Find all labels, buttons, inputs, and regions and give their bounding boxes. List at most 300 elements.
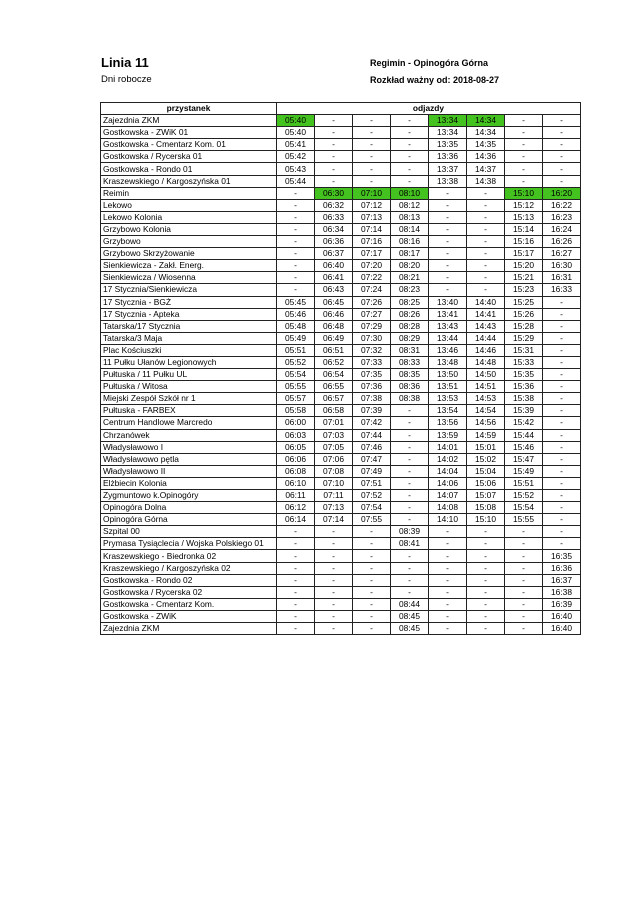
departure-time: 14:35 [467, 139, 505, 151]
departure-time: 16:22 [543, 199, 581, 211]
departure-time: - [315, 151, 353, 163]
departure-time: - [543, 405, 581, 417]
departure-time: 07:10 [315, 477, 353, 489]
departure-time: 05:40 [277, 127, 315, 139]
departure-time: 15:02 [467, 453, 505, 465]
table-row [101, 369, 581, 381]
day-type: Dni robocze [101, 74, 152, 85]
table-row [101, 236, 581, 248]
departure-time: 05:43 [277, 163, 315, 175]
departure-time: - [543, 502, 581, 514]
departure-time: 08:12 [391, 199, 429, 211]
departure-time: 06:43 [315, 284, 353, 296]
departure-time: - [467, 211, 505, 223]
route-name: Regimin - Opinogóra Górna [370, 58, 489, 68]
departure-time: - [543, 369, 581, 381]
departure-time: 15:33 [505, 356, 543, 368]
departure-time: 07:26 [353, 296, 391, 308]
departure-time: 15:44 [505, 429, 543, 441]
departure-time: - [277, 623, 315, 635]
departure-time: 05:45 [277, 296, 315, 308]
departure-time: - [391, 514, 429, 526]
departure-time: - [353, 175, 391, 187]
departure-time: - [429, 272, 467, 284]
departure-time: - [353, 574, 391, 586]
departure-time: - [391, 465, 429, 477]
departure-time: - [353, 115, 391, 127]
departure-time: 16:31 [543, 272, 581, 284]
departure-time: - [277, 550, 315, 562]
departure-time: - [315, 139, 353, 151]
departure-time: 14:08 [429, 502, 467, 514]
departure-time: - [277, 574, 315, 586]
departure-time: - [467, 623, 505, 635]
departure-time: 15:28 [505, 320, 543, 332]
table-row [101, 344, 581, 356]
table-row [101, 332, 581, 344]
departure-time: 14:43 [467, 320, 505, 332]
stop-name: 17 Stycznia - BGŻ [101, 296, 277, 308]
departure-time: - [429, 199, 467, 211]
departure-time: 07:11 [315, 490, 353, 502]
table-row [101, 260, 581, 272]
departure-time: - [429, 248, 467, 260]
stop-name: Prymasa Tysiąclecia / Wojska Polskiego 01 [101, 538, 277, 550]
departure-time: 15:23 [505, 284, 543, 296]
departure-time: 07:24 [353, 284, 391, 296]
departure-time: - [467, 538, 505, 550]
departure-time: 14:40 [467, 296, 505, 308]
departure-time: 06:55 [315, 381, 353, 393]
timetable [100, 102, 581, 635]
departure-time: - [467, 272, 505, 284]
departure-time: - [505, 139, 543, 151]
stop-name: Centrum Handlowe Marcredo [101, 417, 277, 429]
departure-time: 13:48 [429, 356, 467, 368]
stop-name: Kraszewskiego / Kargoszyńska 02 [101, 562, 277, 574]
departure-time: 08:28 [391, 320, 429, 332]
departure-time: - [543, 453, 581, 465]
departure-time: 07:06 [315, 453, 353, 465]
departure-time: - [391, 151, 429, 163]
departure-time: 08:14 [391, 223, 429, 235]
departure-time: 05:58 [277, 405, 315, 417]
departure-time: - [429, 284, 467, 296]
departure-time: - [391, 405, 429, 417]
departure-time: 15:14 [505, 223, 543, 235]
departure-time: 15:36 [505, 381, 543, 393]
departure-time: 16:39 [543, 598, 581, 610]
departure-time: - [543, 429, 581, 441]
departure-time: 08:38 [391, 393, 429, 405]
departure-time: 07:54 [353, 502, 391, 514]
departure-time: - [353, 623, 391, 635]
stop-name: Plac Kościuszki [101, 344, 277, 356]
departure-time: 08:26 [391, 308, 429, 320]
departure-time: - [429, 187, 467, 199]
departure-time: 13:59 [429, 429, 467, 441]
departure-time: 07:38 [353, 393, 391, 405]
departure-time: 08:45 [391, 623, 429, 635]
departure-time: 16:24 [543, 223, 581, 235]
departure-time: - [505, 610, 543, 622]
departure-time: - [353, 538, 391, 550]
departure-time: - [543, 151, 581, 163]
departure-time: - [315, 598, 353, 610]
table-row [101, 514, 581, 526]
table-row [101, 175, 581, 187]
stop-name: Zajezdnia ZKM [101, 623, 277, 635]
departure-time: 13:43 [429, 320, 467, 332]
stop-name: Władysławowo I [101, 441, 277, 453]
departure-time: - [467, 187, 505, 199]
departure-time: - [353, 163, 391, 175]
departure-time: 14:34 [467, 127, 505, 139]
departure-time: - [543, 332, 581, 344]
departure-time: 14:54 [467, 405, 505, 417]
departure-time: - [315, 526, 353, 538]
departure-time: 08:44 [391, 598, 429, 610]
timetable-header [101, 103, 581, 115]
departure-time: - [543, 356, 581, 368]
departure-time: 05:48 [277, 320, 315, 332]
departure-time: - [315, 175, 353, 187]
departure-time: - [315, 163, 353, 175]
stop-name: Sienkiewicza / Wiosenna [101, 272, 277, 284]
departure-time: 08:45 [391, 610, 429, 622]
departure-time: 05:40 [277, 115, 315, 127]
stop-name: Grzybowo [101, 236, 277, 248]
departure-time: - [353, 586, 391, 598]
table-row [101, 490, 581, 502]
departure-time: - [429, 538, 467, 550]
departure-time: - [315, 127, 353, 139]
departure-time: 06:48 [315, 320, 353, 332]
table-row [101, 187, 581, 199]
departure-time: 14:53 [467, 393, 505, 405]
departure-time: 07:17 [353, 248, 391, 260]
departure-time: - [277, 586, 315, 598]
departure-time: - [353, 598, 391, 610]
departure-time: - [505, 550, 543, 562]
departure-time: - [353, 550, 391, 562]
departure-time: - [543, 490, 581, 502]
departure-time: - [543, 381, 581, 393]
departure-time: 13:41 [429, 308, 467, 320]
departure-time: - [543, 320, 581, 332]
departure-time: 06:34 [315, 223, 353, 235]
stop-name: Kraszewskiego - Biedronka 02 [101, 550, 277, 562]
table-row [101, 453, 581, 465]
table-row [101, 393, 581, 405]
departure-time: 08:33 [391, 356, 429, 368]
departure-time: 06:05 [277, 441, 315, 453]
departure-time: 15:25 [505, 296, 543, 308]
departure-time: - [353, 526, 391, 538]
departure-time: - [315, 610, 353, 622]
table-row [101, 151, 581, 163]
table-row [101, 320, 581, 332]
table-row [101, 526, 581, 538]
departure-time: - [505, 151, 543, 163]
departure-time: 15:08 [467, 502, 505, 514]
departure-time: - [391, 163, 429, 175]
departure-time: 07:30 [353, 332, 391, 344]
departure-time: 07:49 [353, 465, 391, 477]
departure-time: 08:39 [391, 526, 429, 538]
departure-time: - [429, 260, 467, 272]
departure-time: 06:46 [315, 308, 353, 320]
departure-time: 13:51 [429, 381, 467, 393]
departure-time: 08:29 [391, 332, 429, 344]
stop-name: Gostkowska - Cmentarz Kom. 01 [101, 139, 277, 151]
departure-time: 06:37 [315, 248, 353, 260]
departure-time: - [467, 248, 505, 260]
departure-time: - [467, 598, 505, 610]
stop-name: Tatarska/3 Maja [101, 332, 277, 344]
stop-name: Chrzanówek [101, 429, 277, 441]
departure-time: 14:37 [467, 163, 505, 175]
departure-time: 08:25 [391, 296, 429, 308]
departure-time: 07:35 [353, 369, 391, 381]
stop-name: Gostkowska / Rycerska 01 [101, 151, 277, 163]
departure-time: - [429, 623, 467, 635]
departure-time: 07:14 [353, 223, 391, 235]
departure-time: - [353, 610, 391, 622]
table-row [101, 405, 581, 417]
table-row [101, 381, 581, 393]
departure-time: 07:33 [353, 356, 391, 368]
departure-time: 08:10 [391, 187, 429, 199]
departure-time: - [429, 586, 467, 598]
departure-time: 06:49 [315, 332, 353, 344]
table-row [101, 465, 581, 477]
table-row [101, 574, 581, 586]
departure-time: - [277, 526, 315, 538]
departure-time: 07:16 [353, 236, 391, 248]
departure-time: 07:22 [353, 272, 391, 284]
departure-time: - [429, 526, 467, 538]
table-row [101, 477, 581, 489]
table-row [101, 623, 581, 635]
table-row [101, 429, 581, 441]
departure-time: - [505, 127, 543, 139]
departure-time: - [277, 598, 315, 610]
departure-time: - [505, 538, 543, 550]
departure-time: 08:31 [391, 344, 429, 356]
departure-time: 06:10 [277, 477, 315, 489]
departure-time: 06:58 [315, 405, 353, 417]
departure-time: - [505, 574, 543, 586]
departure-time: 08:35 [391, 369, 429, 381]
departure-time: 14:10 [429, 514, 467, 526]
departure-time: 14:04 [429, 465, 467, 477]
departure-time: 07:05 [315, 441, 353, 453]
departure-time: 16:20 [543, 187, 581, 199]
departure-time: 16:40 [543, 610, 581, 622]
departure-time: 15:06 [467, 477, 505, 489]
departure-time: 13:44 [429, 332, 467, 344]
departure-time: - [467, 562, 505, 574]
departure-time: 13:37 [429, 163, 467, 175]
departure-time: 15:16 [505, 236, 543, 248]
departure-time: 15:20 [505, 260, 543, 272]
departure-time: - [467, 550, 505, 562]
departure-time: 08:36 [391, 381, 429, 393]
departure-time: 15:26 [505, 308, 543, 320]
departure-time: 07:01 [315, 417, 353, 429]
departure-time: - [315, 574, 353, 586]
stop-name: Pułtuska / Witosa [101, 381, 277, 393]
departure-time: - [505, 526, 543, 538]
departure-time: 06:41 [315, 272, 353, 284]
departure-time: - [277, 610, 315, 622]
stop-name: Pułtuska - FARBEX [101, 405, 277, 417]
departure-time: - [505, 175, 543, 187]
departure-time: 06:52 [315, 356, 353, 368]
departure-time: 13:34 [429, 127, 467, 139]
stop-name: Gostkowska - ZWiK [101, 610, 277, 622]
departure-time: 13:46 [429, 344, 467, 356]
departure-time: - [429, 598, 467, 610]
table-row [101, 586, 581, 598]
departure-time: - [543, 308, 581, 320]
departure-time: - [277, 236, 315, 248]
departure-time: 05:52 [277, 356, 315, 368]
departure-time: - [277, 272, 315, 284]
stop-name: Władysławowo pętla [101, 453, 277, 465]
departure-time: 06:08 [277, 465, 315, 477]
departure-time: - [543, 465, 581, 477]
departure-time: 14:06 [429, 477, 467, 489]
departure-time: - [505, 623, 543, 635]
departure-time: 05:55 [277, 381, 315, 393]
departure-time: 16:30 [543, 260, 581, 272]
stop-name: 17 Stycznia/Sienkiewicza [101, 284, 277, 296]
stop-name: Opinogóra Dolna [101, 502, 277, 514]
departure-time: - [315, 562, 353, 574]
departure-time: - [391, 562, 429, 574]
stop-name: Elżbiecin Kolonia [101, 477, 277, 489]
departure-time: 15:54 [505, 502, 543, 514]
departure-time: - [543, 296, 581, 308]
departure-time: 08:20 [391, 260, 429, 272]
departure-time: 15:42 [505, 417, 543, 429]
departure-time: 15:46 [505, 441, 543, 453]
departure-time: 06:40 [315, 260, 353, 272]
departure-time: - [391, 417, 429, 429]
departure-time: 07:13 [315, 502, 353, 514]
stop-name: Gostkowska - Cmentarz Kom. [101, 598, 277, 610]
departure-time: 07:42 [353, 417, 391, 429]
departure-time: 15:49 [505, 465, 543, 477]
departure-time: 15:29 [505, 332, 543, 344]
stop-name: Sienkiewicza - Zakł. Energ. [101, 260, 277, 272]
departure-time: - [467, 223, 505, 235]
departure-time: 15:17 [505, 248, 543, 260]
departure-time: 07:27 [353, 308, 391, 320]
departure-time: 15:10 [505, 187, 543, 199]
departure-time: 05:41 [277, 139, 315, 151]
departure-time: - [315, 538, 353, 550]
departure-time: - [505, 115, 543, 127]
departure-time: 06:03 [277, 429, 315, 441]
departure-time: 16:26 [543, 236, 581, 248]
departure-time: 15:21 [505, 272, 543, 284]
table-row [101, 296, 581, 308]
departure-time: 15:01 [467, 441, 505, 453]
departure-time: 16:33 [543, 284, 581, 296]
departure-time: 16:36 [543, 562, 581, 574]
departure-time: - [277, 248, 315, 260]
departure-time: - [543, 163, 581, 175]
stop-column-header: przystanek [101, 103, 277, 115]
departure-time: 08:16 [391, 236, 429, 248]
table-row [101, 284, 581, 296]
validity-date: Rozkład ważny od: 2018-08-27 [370, 75, 500, 85]
departure-time: - [467, 586, 505, 598]
table-row [101, 550, 581, 562]
departure-time: - [315, 623, 353, 635]
departure-time: 15:07 [467, 490, 505, 502]
departure-time: - [391, 115, 429, 127]
departure-time: 15:10 [467, 514, 505, 526]
stop-name: Gostkowska - ZWiK 01 [101, 127, 277, 139]
table-row [101, 248, 581, 260]
departure-time: 14:44 [467, 332, 505, 344]
table-row [101, 598, 581, 610]
stop-name: Zajezdnia ZKM [101, 115, 277, 127]
stop-name: 17 Stycznia - Apteka [101, 308, 277, 320]
departure-time: - [429, 562, 467, 574]
departure-time: - [467, 526, 505, 538]
table-row [101, 502, 581, 514]
departure-time: 13:54 [429, 405, 467, 417]
departure-time: 06:32 [315, 199, 353, 211]
departure-time: 06:12 [277, 502, 315, 514]
table-row [101, 441, 581, 453]
departure-time: 05:46 [277, 308, 315, 320]
table-row [101, 211, 581, 223]
departure-time: 06:30 [315, 187, 353, 199]
departure-time: - [391, 574, 429, 586]
stop-name: Zygmuntowo k.Opinogóry [101, 490, 277, 502]
departure-time: 07:47 [353, 453, 391, 465]
departure-time: - [467, 284, 505, 296]
table-row [101, 610, 581, 622]
departure-time: 06:36 [315, 236, 353, 248]
departure-time: - [543, 139, 581, 151]
stop-name: Władysławowo II [101, 465, 277, 477]
departure-time: 14:02 [429, 453, 467, 465]
stop-name: Reimin [101, 187, 277, 199]
timetable-body [101, 115, 581, 635]
stop-name: Miejski Zespół Szkół nr 1 [101, 393, 277, 405]
table-row [101, 139, 581, 151]
departure-time: - [277, 223, 315, 235]
departure-time: 16:40 [543, 623, 581, 635]
departure-time: 15:13 [505, 211, 543, 223]
departure-time: - [467, 574, 505, 586]
departure-time: 07:20 [353, 260, 391, 272]
departure-time: - [277, 562, 315, 574]
departure-time: 14:50 [467, 369, 505, 381]
departure-time: 07:13 [353, 211, 391, 223]
departure-time: 15:52 [505, 490, 543, 502]
departure-time: 16:27 [543, 248, 581, 260]
departure-time: - [543, 441, 581, 453]
departure-time: 15:35 [505, 369, 543, 381]
